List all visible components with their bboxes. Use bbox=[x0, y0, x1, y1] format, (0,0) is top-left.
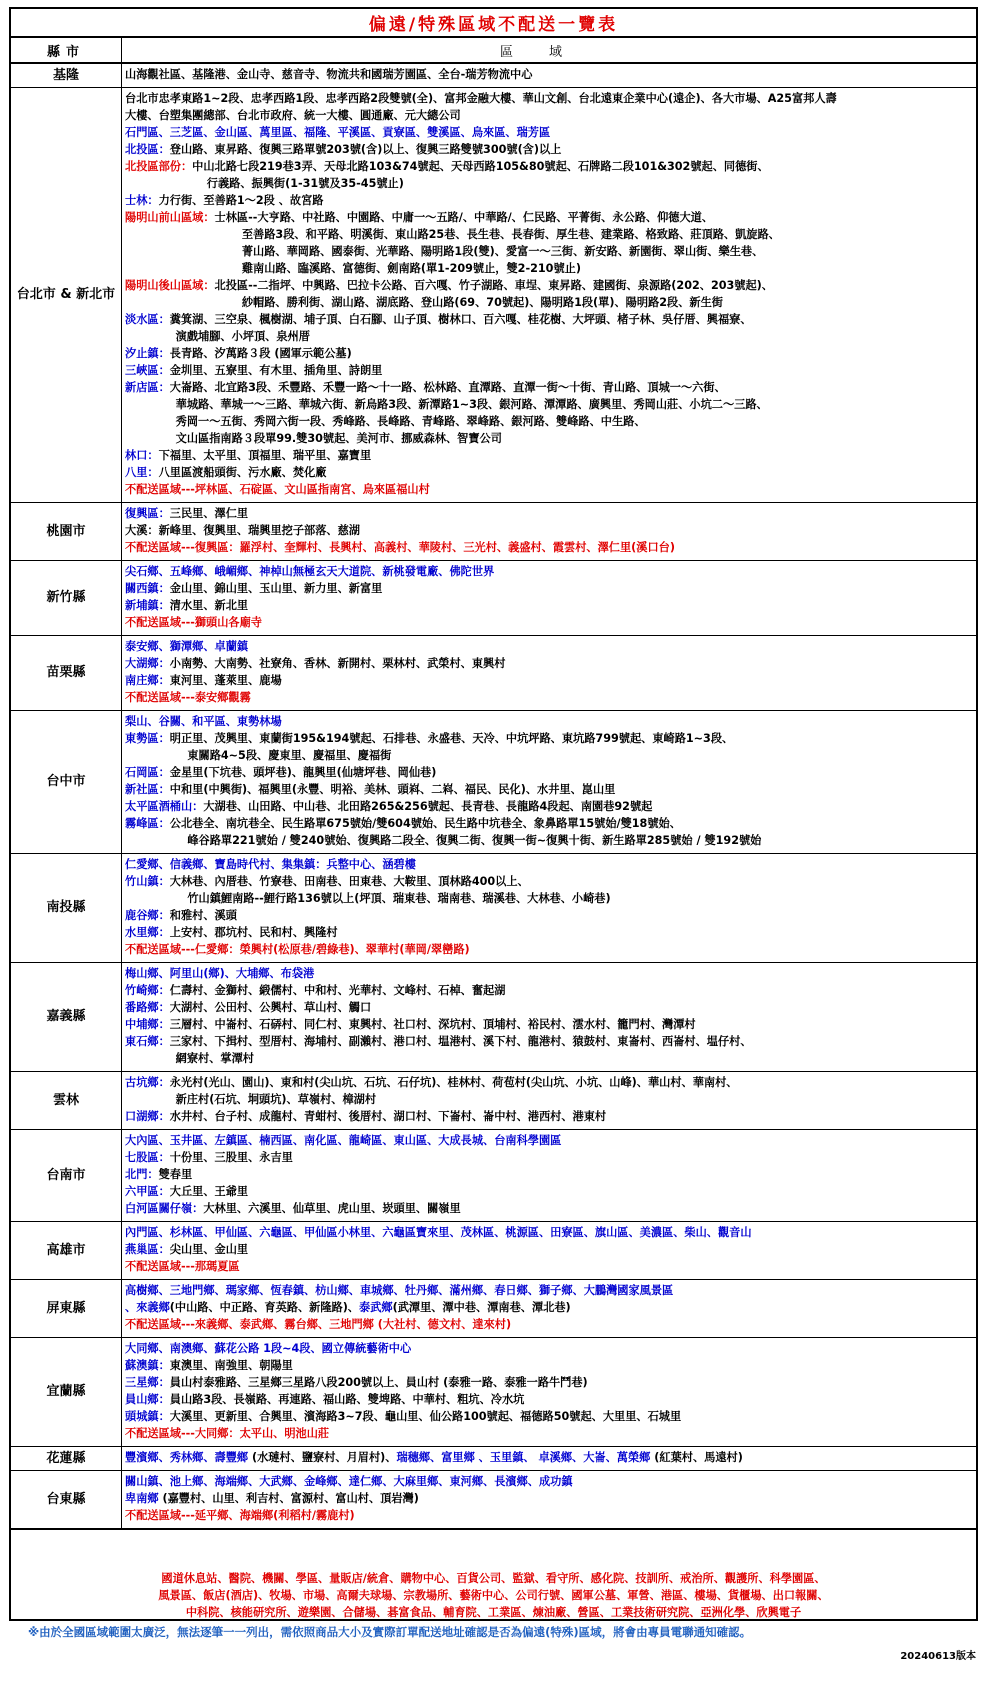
area-text: 八里區渡船頭街、污水廠、焚化廠 bbox=[158, 466, 327, 479]
region-areas bbox=[125, 505, 972, 556]
area-line bbox=[125, 1166, 972, 1183]
region-city: 屏東縣 bbox=[11, 1280, 122, 1337]
area-line bbox=[125, 1299, 972, 1316]
no-delivery-text: 陽明山前山區域： bbox=[125, 211, 215, 224]
area-line bbox=[125, 1473, 972, 1490]
area-line bbox=[125, 907, 972, 924]
area-text: 大溪： bbox=[125, 524, 159, 537]
area-heading: 石岡區： bbox=[125, 766, 170, 779]
area-line bbox=[125, 1316, 972, 1333]
region-areas bbox=[125, 1224, 972, 1275]
area-line bbox=[125, 447, 972, 464]
area-line bbox=[125, 243, 972, 260]
area-line bbox=[125, 672, 972, 689]
area-heading: 新店區： bbox=[125, 381, 170, 394]
area-heading: 北門： bbox=[125, 1168, 159, 1181]
area-text: 永光村(光山、園山)、東和村(尖山坑、石坑、石仔坑)、桂林村、荷苞村(尖山坑、小坑、山峰)、華山村、華南村、 bbox=[169, 1076, 738, 1089]
area-line bbox=[125, 713, 972, 730]
area-text: 山海觀社區、基隆港、金山寺、慈音寺、物流共和國瑞芳園區、全台-瑞芳物流中心 bbox=[125, 68, 533, 81]
area-line bbox=[125, 1408, 972, 1425]
area-line bbox=[125, 1108, 972, 1125]
area-text: 大林里、六溪里、仙草里、虎山里、崁頭里、關嶺里 bbox=[203, 1202, 461, 1215]
area-line bbox=[125, 124, 972, 141]
region-city: 苗栗縣 bbox=[11, 636, 122, 710]
area-text: 東澳里、南強里、朝陽里 bbox=[169, 1359, 293, 1372]
area-text: 文山區指南路３段單99.雙30號起、美河市、挪威森林、智寶公司 bbox=[125, 432, 502, 445]
area-text: 糞箕湖、三空泉、楓樹湖、埔子頂、白石腳、山子頂、樹林口、百六嘎、桂花樹、大坪頭、楮子林、吳仔厝、興福寮、 bbox=[169, 313, 752, 326]
no-delivery-text: 不配送區域---仁愛鄉：榮興村(松原巷/碧綠巷)、翠華村(華岡/翠巒路) bbox=[125, 943, 470, 956]
area-heading: 復興區： bbox=[125, 507, 170, 520]
region-city: 宜蘭縣 bbox=[11, 1338, 122, 1446]
area-line bbox=[125, 260, 972, 277]
no-delivery-text: 不配送區域---延平鄉、海端鄉(利稻村/霧鹿村) bbox=[125, 1509, 355, 1522]
area-line bbox=[125, 1258, 972, 1275]
area-heading: 東石鄉： bbox=[125, 1035, 170, 1048]
area-heading: 霧峰區： bbox=[125, 817, 170, 830]
region-areas bbox=[125, 563, 972, 631]
area-line bbox=[125, 1074, 972, 1091]
area-line bbox=[125, 1507, 972, 1524]
area-line bbox=[125, 747, 972, 764]
area-line bbox=[125, 413, 972, 430]
area-heading: 瑞穗鄉、富里鄉 、玉里鎮、 卓溪鄉、大崙、萬榮鄉 bbox=[396, 1451, 651, 1464]
region-areas bbox=[125, 1074, 972, 1125]
region-city: 高雄市 bbox=[11, 1222, 122, 1279]
region-row bbox=[11, 1447, 976, 1471]
area-heading: 內門區、杉林區、甲仙區、六龜區、甲仙區小林里、六龜區寶來里、茂林區、桃源區、田寮區、旗山區、美濃區、柴山、觀音山 bbox=[125, 1226, 752, 1239]
area-heading: 新埔鎮： bbox=[125, 599, 170, 612]
area-heading: 梨山、谷關、和平區、東勢林場 bbox=[125, 715, 282, 728]
area-heading: 七股區： bbox=[125, 1151, 170, 1164]
version-label: 20240613版本 bbox=[900, 1651, 976, 1662]
no-delivery-text: 陽明山後山區域： bbox=[125, 279, 215, 292]
area-line bbox=[125, 689, 972, 706]
area-heading: 鹿谷鄉： bbox=[125, 909, 170, 922]
region-areas bbox=[125, 638, 972, 706]
region-city: 新竹縣 bbox=[11, 561, 122, 635]
area-line bbox=[125, 832, 972, 849]
area-line bbox=[125, 1282, 972, 1299]
region-row bbox=[11, 1280, 976, 1338]
area-text: 長青路、汐萬路３段 (國軍示範公墓) bbox=[169, 347, 352, 360]
area-text: 金山里、錦山里、玉山里、新力里、新富里 bbox=[169, 582, 383, 595]
area-heading: 竹崎鄉： bbox=[125, 984, 170, 997]
area-line bbox=[125, 1357, 972, 1374]
region-row bbox=[11, 636, 976, 711]
area-line bbox=[125, 1490, 972, 1507]
area-text: 三層村、中崙村、石硦村、同仁村、東興村、社口村、深坑村、頂埔村、裕民村、澐水村、籠門村、灣潭村 bbox=[169, 1018, 696, 1031]
region-row bbox=[11, 1338, 976, 1447]
area-text: 大樓、台塑集團總部、台北市政府、統一大樓、圓通廠、元大總公司 bbox=[125, 109, 461, 122]
region-city: 花蓮縣 bbox=[11, 1447, 122, 1470]
area-heading: 關山鎮、池上鄉、海端鄉、大武鄉、金峰鄉、達仁鄉、大麻里鄉、東河鄉、長濱鄉、成功鎮 bbox=[125, 1475, 573, 1488]
area-line bbox=[125, 141, 972, 158]
area-line bbox=[125, 614, 972, 631]
area-text: 紗帽路、勝利街、湖山路、湖底路、登山路(69、70號起)、陽明路1段(單)、陽明路2段、新生街 bbox=[125, 296, 723, 309]
area-text: 華城路、華城一～三路、華城六街、新烏路3段、新潭路1~3段、銀河路、潭潭路、廣興里、秀岡山莊、小坑二～三路、 bbox=[125, 398, 768, 411]
area-line bbox=[125, 597, 972, 614]
area-line bbox=[125, 924, 972, 941]
area-line bbox=[125, 1033, 972, 1050]
area-text: 行義路、振興街(1-31號及35-45號止) bbox=[125, 177, 404, 190]
region-areas bbox=[125, 1132, 972, 1217]
area-heading: 大湖鄉： bbox=[125, 657, 170, 670]
region-city: 基隆 bbox=[11, 64, 122, 87]
excluded-locations bbox=[11, 1570, 976, 1620]
area-line bbox=[125, 311, 972, 328]
area-heading: 六甲區： bbox=[125, 1185, 170, 1198]
area-line bbox=[125, 464, 972, 481]
area-heading: 頭城鎮： bbox=[125, 1410, 170, 1423]
area-heading: 高樹鄉、三地門鄉、瑪家鄉、恆春鎮、枋山鄉、車城鄉、牡丹鄉、滿州鄉、春日鄉、獅子鄉、大鵬灣國家風景區 bbox=[125, 1284, 674, 1297]
region-areas bbox=[125, 965, 972, 1067]
area-heading: 大同鄉、南澳鄉、蘇花公路 1段~4段、國立傳統藝術中心 bbox=[125, 1342, 412, 1355]
area-line bbox=[125, 294, 972, 311]
area-heading: 水里鄉： bbox=[125, 926, 170, 939]
region-row bbox=[11, 854, 976, 963]
header-area: 區域 bbox=[499, 44, 598, 60]
area-line bbox=[125, 396, 972, 413]
region-row bbox=[11, 64, 976, 88]
area-heading: 口湖鄉： bbox=[125, 1110, 170, 1123]
region-row bbox=[11, 88, 976, 503]
region-city: 雲林 bbox=[11, 1072, 122, 1129]
area-text: 上安村、郡坑村、民和村、興隆村 bbox=[169, 926, 338, 939]
area-heading: 淡水區： bbox=[125, 313, 170, 326]
area-text: 新庄村(石坑、坰頭坑)、草嶺村、樟湖村 bbox=[125, 1093, 377, 1106]
area-heading: 八里： bbox=[125, 466, 159, 479]
area-heading: 仁愛鄉、信義鄉、寶島時代村、集集鎮：兵整中心、涵碧樓 bbox=[125, 858, 416, 871]
region-areas bbox=[125, 856, 972, 958]
area-line bbox=[125, 1374, 972, 1391]
area-heading: 蘇澳鎮： bbox=[125, 1359, 170, 1372]
area-text: 水井村、台子村、成龍村、青蚶村、後厝村、湖口村、下崙村、崙中村、港西村、港東村 bbox=[169, 1110, 607, 1123]
region-areas bbox=[125, 66, 972, 83]
area-line bbox=[125, 764, 972, 781]
area-heading: 南庄鄉： bbox=[125, 674, 170, 687]
area-text: 士林區--大亨路、中社路、中園路、中庸一～五路/、中華路/、仁民路、平菁街、永公路、仰德大道、 bbox=[214, 211, 714, 224]
no-delivery-text: 不配送區域---獅頭山各廟寺 bbox=[125, 616, 262, 629]
area-text: 雞南山路、臨溪路、富德街、劍南路(單1-209號止，雙2-210號止) bbox=[125, 262, 581, 275]
area-line bbox=[125, 1425, 972, 1442]
area-heading: 北投區： bbox=[125, 143, 170, 156]
area-line bbox=[125, 580, 972, 597]
no-delivery-text: 不配送區域---來義鄉、泰武鄉、霧台鄉、三地門鄉 (大社村、德文村、達來村) bbox=[125, 1318, 512, 1331]
region-city: 台北市 & 新北市 bbox=[11, 88, 122, 502]
area-line bbox=[125, 481, 972, 498]
area-text: (紅葉村、馬遠村) bbox=[650, 1451, 743, 1464]
no-delivery-text: 不配送區域---那瑪夏區 bbox=[125, 1260, 240, 1273]
area-text: 竹山鎮鯉南路--鯉行路136號以上(坪頂、瑞東巷、瑞南巷、瑞溪巷、大林巷、小崎巷) bbox=[125, 892, 611, 905]
area-text: 台北市忠孝東路1~2段、忠孝西路1段、忠孝西路2段雙號(全)、富邦金融大樓、華山文創、台北遠東企業中心(遠企)、各大市場、A25富邦人壽 bbox=[125, 92, 837, 105]
area-heading: 關西鎮： bbox=[125, 582, 170, 595]
area-text: 員山路3段、長嶺路、再連路、福山路、雙埤路、中華村、粗坑、冷水坑 bbox=[169, 1393, 525, 1406]
region-city: 台中市 bbox=[11, 711, 122, 853]
area-text: (武潭里、潭中巷、潭南巷、潭北巷) bbox=[392, 1301, 571, 1314]
area-line bbox=[125, 1132, 972, 1149]
area-line bbox=[125, 226, 972, 243]
area-text: 仁壽村、金獅村、緞儒村、中和村、光華村、文峰村、石棹、奮起湖 bbox=[169, 984, 506, 997]
area-heading: 石門區、三芝區、金山區、萬里區、福隆、平溪區、貢寮區、雙溪區、烏來區、瑞芳區 bbox=[125, 126, 551, 139]
area-heading: 尖石鄉、五峰鄉、峨嵋鄉、神棹山無極玄天大道院、新桃發電廠、佛陀世界 bbox=[125, 565, 495, 578]
area-text: 明正里、茂興里、東蘭街195&194號起、石排巷、永盛巷、天冷、中坑坪路、東坑路799號起、東崎路1~3段、 bbox=[169, 732, 734, 745]
area-line bbox=[125, 90, 972, 107]
area-text: 大溪里、更新里、合興里、濱海路3~7段、龜山里、仙公路100號起、福德路50號起、大里里、石城里 bbox=[169, 1410, 682, 1423]
area-line bbox=[125, 379, 972, 396]
area-line bbox=[125, 655, 972, 672]
area-line bbox=[125, 328, 972, 345]
area-text: 至善路3段、和平路、明溪街、東山路25巷、長生巷、長春街、厚生巷、建業路、格致路、莊頂路、凱旋路、 bbox=[125, 228, 780, 241]
area-line bbox=[125, 890, 972, 907]
area-text: 東關路4~5段、慶東里、慶福里、慶福街 bbox=[125, 749, 392, 762]
area-line bbox=[125, 66, 972, 83]
region-areas bbox=[125, 1282, 972, 1333]
area-heading: 三星鄉： bbox=[125, 1376, 170, 1389]
area-line bbox=[125, 1449, 972, 1466]
area-heading: 東勢區： bbox=[125, 732, 170, 745]
region-areas bbox=[125, 1473, 972, 1524]
region-city: 南投縣 bbox=[11, 854, 122, 962]
area-heading: 泰武鄉 bbox=[359, 1301, 393, 1314]
area-text: 峰谷路單221號始 / 雙240號始、復興路二段全、復興二街、復興一街~復興十街、新生路單285號始 / 雙192號始 bbox=[125, 834, 762, 847]
area-line bbox=[125, 965, 972, 982]
area-text: 中和里(中興街)、福興里(永豐、明裕、美林、頭嵙、二嵙、福民、民化)、水井里、崑山里 bbox=[169, 783, 616, 796]
area-line bbox=[125, 563, 972, 580]
region-city: 台東縣 bbox=[11, 1471, 122, 1528]
area-line bbox=[125, 192, 972, 209]
area-heading: 太平區酒桶山： bbox=[125, 800, 204, 813]
region-row bbox=[11, 1072, 976, 1130]
area-line bbox=[125, 781, 972, 798]
area-heading: 古坑鄉： bbox=[125, 1076, 170, 1089]
region-city: 嘉義縣 bbox=[11, 963, 122, 1071]
area-line bbox=[125, 430, 972, 447]
area-text: 大丘里、王爺里 bbox=[169, 1185, 249, 1198]
area-line bbox=[125, 941, 972, 958]
area-text: 北投區--二指坪、中興路、巴拉卡公路、百六嘎、竹子湖路、車埕、東昇路、建國街、泉源路(202、203號起)、 bbox=[214, 279, 773, 292]
area-line bbox=[125, 1200, 972, 1217]
area-heading: 林口： bbox=[125, 449, 159, 462]
area-text: 下福里、太平里、頂福里、瑞平里、嘉寶里 bbox=[158, 449, 372, 462]
area-heading: 汐止鎮： bbox=[125, 347, 170, 360]
no-delivery-text: 不配送區域---坪林區、石碇區、文山區指南宮、烏來區福山村 bbox=[125, 483, 430, 496]
region-row bbox=[11, 1471, 976, 1530]
area-text: 十份里、三股里、永吉里 bbox=[169, 1151, 293, 1164]
area-text: 網寮村、掌潭村 bbox=[125, 1052, 254, 1065]
area-line bbox=[125, 999, 972, 1016]
no-delivery-text: 北投區部份： bbox=[125, 160, 193, 173]
area-text: 雙春里 bbox=[158, 1168, 193, 1181]
area-line bbox=[125, 522, 972, 539]
area-heading: 卑南鄉 bbox=[125, 1492, 159, 1505]
area-line bbox=[125, 873, 972, 890]
area-line bbox=[125, 1016, 972, 1033]
area-text: 金星里(下坑巷、頭坪巷)、龍興里(仙塘坪巷、岡仙巷) bbox=[169, 766, 437, 779]
area-text: 菁山路、華岡路、國泰街、光華路、陽明路1段(雙)、愛富一～三街、新安路、新園街、翠山街、樂生巷、 bbox=[125, 245, 764, 258]
area-text: 力行街、至善路1～2段 、故宮路 bbox=[158, 194, 324, 207]
area-line bbox=[125, 815, 972, 832]
excluded-locations-line: 風景區、飯店(酒店)、牧場、市場、高爾夫球場、宗教場所、藝術中心、公司行號、國軍公墓、軍營、港區、樓場、貨櫃場、出口報關、 bbox=[158, 1588, 829, 1602]
region-areas bbox=[125, 1340, 972, 1442]
area-heading: 燕巢區： bbox=[125, 1243, 170, 1256]
area-line bbox=[125, 1241, 972, 1258]
area-text: 演戲埔腳、小坪頂、泉州厝 bbox=[125, 330, 310, 343]
area-heading: 泰安鄉、獅潭鄉、卓蘭鎮 bbox=[125, 640, 249, 653]
area-text: 金圳里、五寮里、有木里、插角里、詩朗里 bbox=[169, 364, 383, 377]
area-heading: 新社區： bbox=[125, 783, 170, 796]
region-areas bbox=[125, 1449, 972, 1466]
area-text: 尖山里、金山里 bbox=[169, 1243, 249, 1256]
area-text: 東河里、蓬萊里、鹿場 bbox=[169, 674, 282, 687]
area-text: 中山北路七段219巷3弄、天母北路103&74號起、天母西路105&80號起、石牌路二段101&302號起、同德街、 bbox=[192, 160, 769, 173]
region-row bbox=[11, 1222, 976, 1280]
area-line bbox=[125, 1340, 972, 1357]
area-line bbox=[125, 1224, 972, 1241]
area-line bbox=[125, 539, 972, 556]
area-text: 大湖村、公田村、公興村、草山村、觸口 bbox=[169, 1001, 372, 1014]
area-text: 公北巷全、南坑巷全、民生路單675號始/雙604號始、民生路中坑巷全、象鼻路單15號始/雙18號始、 bbox=[169, 817, 681, 830]
area-line bbox=[125, 982, 972, 999]
area-line bbox=[125, 638, 972, 655]
area-text: 大崙路、北宜路3段、禾豐路、禾豐一路～十一路、松林路、直潭路、直潭一街～十街、青山路、頂城一～六街、 bbox=[169, 381, 726, 394]
area-line bbox=[125, 362, 972, 379]
area-line bbox=[125, 277, 972, 294]
area-line bbox=[125, 730, 972, 747]
area-text: 三家村、下揖村、型厝村、海埔村、副瀨村、港口村、塭港村、溪下村、龍港村、猿鼓村、東崙村、西崙村、塭仔村、 bbox=[169, 1035, 752, 1048]
area-line bbox=[125, 798, 972, 815]
area-text: 小南勢、大南勢、社寮角、香林、新開村、栗林村、武榮村、東興村 bbox=[169, 657, 506, 670]
area-line bbox=[125, 1183, 972, 1200]
table-header bbox=[11, 38, 976, 64]
region-areas bbox=[125, 713, 972, 849]
area-heading: 員山鄉： bbox=[125, 1393, 170, 1406]
page-title: 偏遠/特殊區域不配送一覽表 bbox=[11, 9, 976, 38]
table-frame bbox=[9, 7, 978, 1621]
area-text: 清水里、新北里 bbox=[169, 599, 249, 612]
no-delivery-text: 不配送區域---泰安鄉觀霧 bbox=[125, 691, 251, 704]
area-heading: 竹山鎮： bbox=[125, 875, 170, 888]
excluded-locations-line: 中科院、核能研究所、遊樂園、合儲場、碁富食品、輔育院、工業區、煉油廠、營區、工業技術研究院、亞洲化學、欣興電子 bbox=[185, 1605, 802, 1619]
excluded-locations-line: 國道休息站、醫院、機關、學區、量販店/統倉、購物中心、百貨公司、監獄、看守所、感化院、技訓所、戒治所、觀護所、科學園區、 bbox=[161, 1571, 826, 1585]
area-line bbox=[125, 1391, 972, 1408]
header-city: 縣市 bbox=[11, 38, 122, 62]
area-line bbox=[125, 107, 972, 124]
region-city: 桃園市 bbox=[11, 503, 122, 560]
region-areas bbox=[125, 90, 972, 498]
area-line bbox=[125, 175, 972, 192]
area-line bbox=[125, 856, 972, 873]
region-row bbox=[11, 561, 976, 636]
no-delivery-text: 不配送區域---復興區：羅浮村、奎輝村、長興村、高義村、華陵村、三光村、義盛村、霞雲村、澤仁里(溪口台) bbox=[125, 541, 675, 554]
area-text: (中山路、中正路、育英路、新隆路)、 bbox=[169, 1301, 359, 1314]
area-text: (水璉村、鹽寮村、月眉村)、 bbox=[248, 1451, 397, 1464]
area-heading: 白河區關仔嶺： bbox=[125, 1202, 204, 1215]
area-heading: 大內區、玉井區、左鎮區、楠西區、南化區、龍崎區、東山區、大成長城、台南科學園區 bbox=[125, 1134, 562, 1147]
area-heading: 番路鄉： bbox=[125, 1001, 170, 1014]
no-delivery-text: 不配送區域---大同鄉：太平山、明池山莊 bbox=[125, 1427, 330, 1440]
area-line bbox=[125, 158, 972, 175]
area-heading: 、來義鄉 bbox=[125, 1301, 170, 1314]
area-line bbox=[125, 1149, 972, 1166]
area-line bbox=[125, 1091, 972, 1108]
area-heading: 梅山鄉、阿里山(鄉)、大埔鄉、布袋港 bbox=[125, 967, 315, 980]
area-text: 員山村泰雅路、三星鄉三星路八段200號以上、員山村 (泰雅一路、泰雅一路牛鬥巷) bbox=[169, 1376, 588, 1389]
area-text: 登山路、東昇路、復興三路單號203號(含)以上、復興三路雙號300號(含)以上 bbox=[169, 143, 562, 156]
region-row bbox=[11, 711, 976, 854]
area-line bbox=[125, 209, 972, 226]
area-heading: 士林： bbox=[125, 194, 159, 207]
area-heading: 中埔鄉： bbox=[125, 1018, 170, 1031]
area-text: (嘉豐村、山里、利吉村、富源村、富山村、頂岩灣) bbox=[158, 1492, 419, 1505]
area-text: 三民里、澤仁里 bbox=[169, 507, 249, 520]
area-line bbox=[125, 345, 972, 362]
area-heading: 豐濱鄉、秀林鄉、壽豐鄉 bbox=[125, 1451, 249, 1464]
region-row bbox=[11, 1130, 976, 1222]
disclaimer-note: ※由於全國區域範圍太廣泛，無法逐筆一一列出，需依照商品大小及實際訂單配送地址確認是否為偏遠(特殊)區域，將會由專員電聯通知確認。 bbox=[28, 1625, 752, 1639]
area-text: 秀岡一～五街、秀岡六街一段、秀峰路、長峰路、青峰路、翠峰路、銀河路、雙峰路、中生路、 bbox=[125, 415, 646, 428]
area-line bbox=[125, 505, 972, 522]
region-city: 台南市 bbox=[11, 1130, 122, 1221]
area-line bbox=[125, 1050, 972, 1067]
area-heading: 三峽區： bbox=[125, 364, 170, 377]
area-text: 新峰里、復興里、瑞興里挖子部落、慈湖 bbox=[158, 524, 360, 537]
region-row bbox=[11, 503, 976, 561]
area-text: 和雅村、溪頭 bbox=[169, 909, 237, 922]
area-text: 大湖巷、山田路、中山巷、北田路265&256號起、長青巷、長龍路4段起、南園巷92號起 bbox=[203, 800, 653, 813]
region-row bbox=[11, 963, 976, 1072]
area-text: 大林巷、內厝巷、竹寮巷、田南巷、田東巷、大鞍里、頂林路400以上、 bbox=[169, 875, 529, 888]
